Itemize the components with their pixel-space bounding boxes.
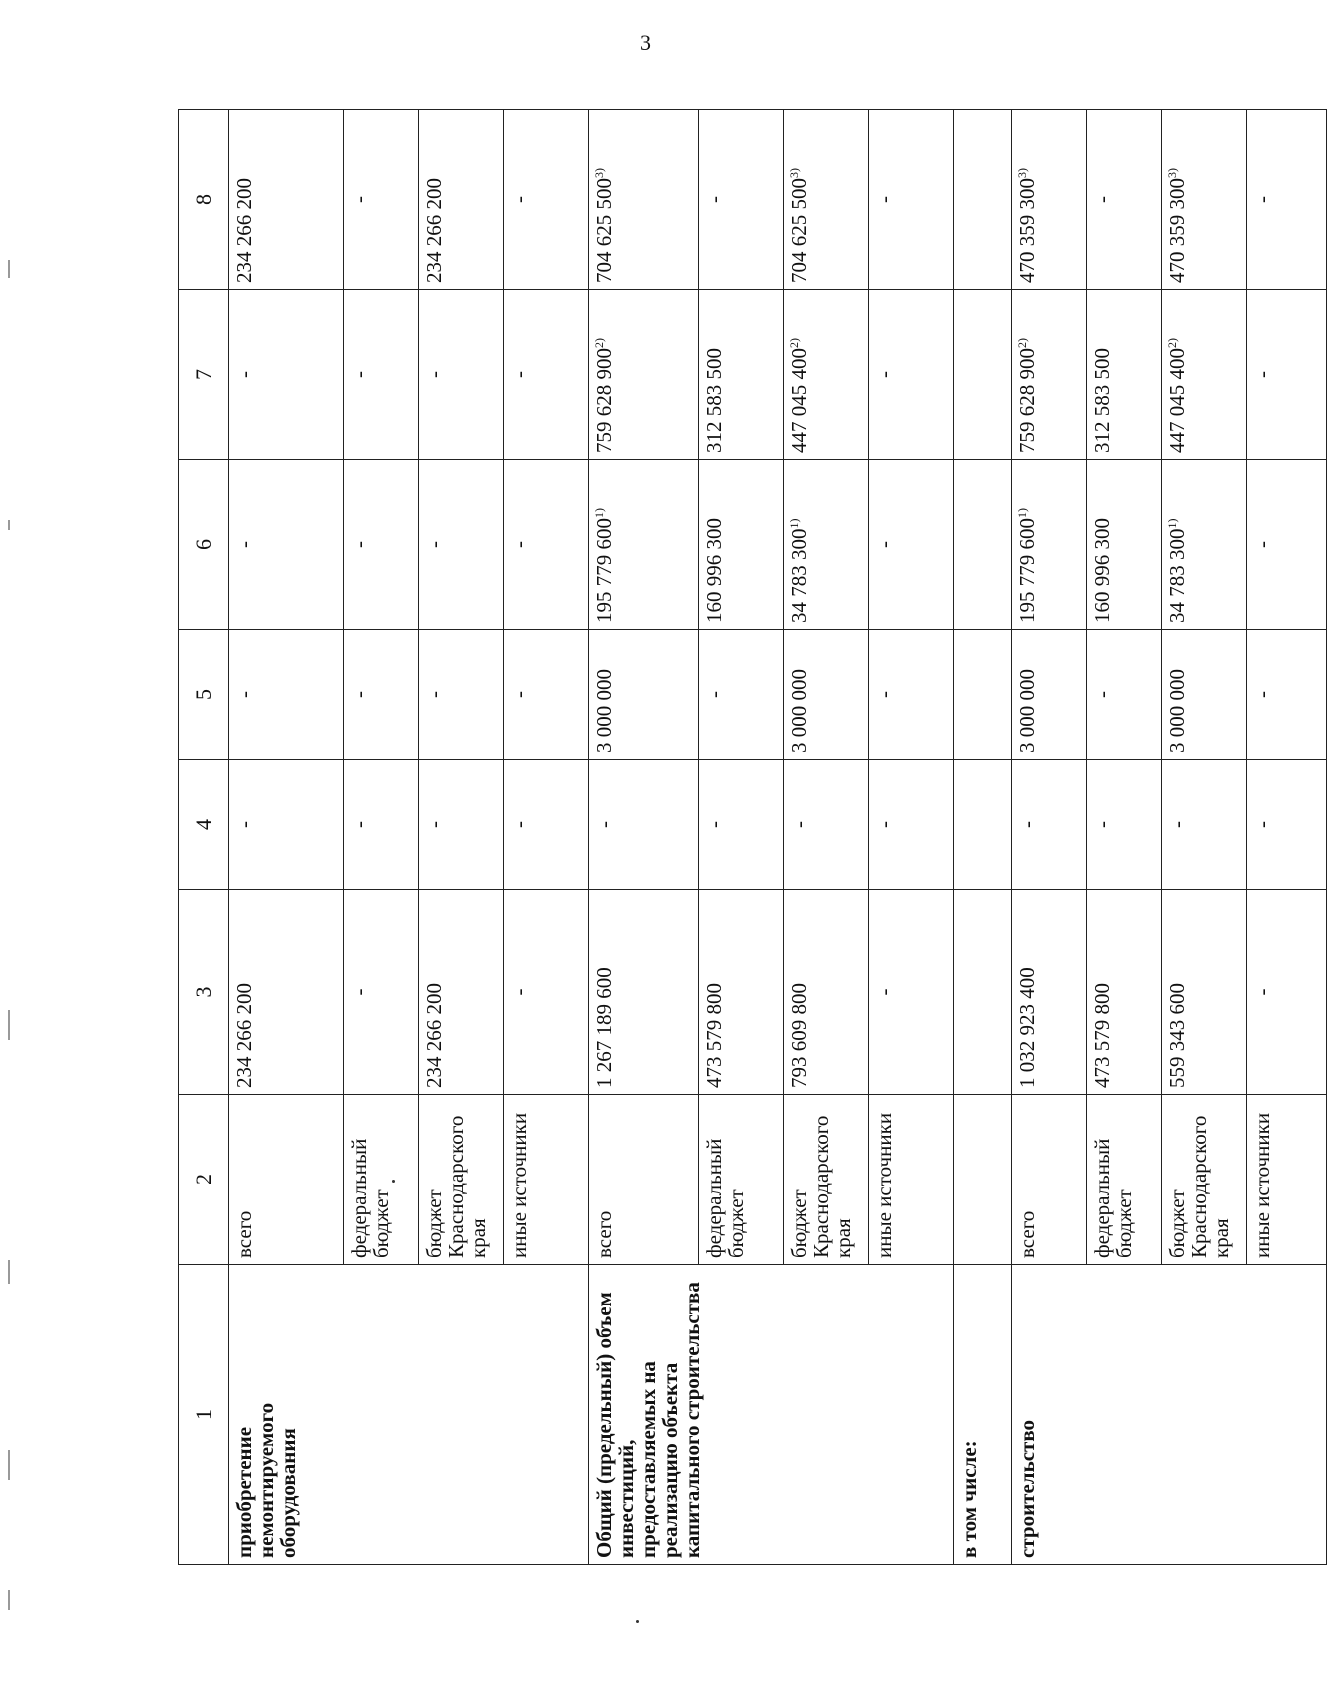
subheading: в том числе: [954, 1265, 1012, 1565]
amount-c5-value: - [872, 691, 896, 698]
amount-c5-value: 3 000 000 [1015, 669, 1039, 753]
funding-source-value: иные источники [507, 1112, 531, 1258]
amount-c4-value: - [872, 821, 896, 828]
amount-c8 [1087, 110, 1162, 290]
amount-c7-value: 759 628 900 [1015, 348, 1039, 453]
amount-c7 [1162, 290, 1247, 460]
amount-c7-value: 759 628 900 [592, 348, 616, 453]
investment-table [178, 109, 1327, 1565]
amount-c7 [869, 290, 954, 460]
amount-c6 [504, 460, 589, 630]
funding-source [869, 1095, 954, 1265]
amount-c8 [1162, 110, 1247, 290]
amount-c8 [784, 110, 869, 290]
amount-c7 [589, 290, 699, 460]
amount-c6 [1087, 460, 1162, 630]
amount-c3-value: 473 579 800 [702, 983, 726, 1088]
amount-c6-value: 160 996 300 [702, 518, 726, 623]
amount-c5 [229, 630, 344, 760]
amount-c5-value: - [1250, 691, 1274, 698]
amount-c8-value: - [507, 196, 531, 203]
amount-c8-value: - [1090, 196, 1114, 203]
amount-c3 [589, 890, 699, 1095]
amount-c8-value: 704 625 500 [787, 178, 811, 283]
amount-c4-value: - [1250, 821, 1274, 828]
amount-c8 [419, 110, 504, 290]
rotated-table-wrapper [178, 110, 1274, 1565]
amount-c5-value: - [702, 691, 726, 698]
amount-c8 [229, 110, 344, 290]
funding-source [699, 1095, 784, 1265]
column-header-5: 5 [179, 630, 229, 760]
amount-c7 [1087, 290, 1162, 460]
amount-c7-value: - [507, 371, 531, 378]
amount-c6-value: - [1250, 541, 1274, 548]
amount-c6-value: 34 783 300 [1165, 528, 1189, 623]
scan-mark [8, 1450, 10, 1480]
footnote-marker: 1) [592, 508, 606, 518]
category-cell: Общий (предельный) объем инвестиций, предоставляемых на реализацию объекта капитального строительства [589, 1265, 954, 1565]
amount-c6-value: 195 779 600 [1015, 518, 1039, 623]
amount-c3 [419, 890, 504, 1095]
funding-source [419, 1095, 504, 1265]
funding-source-value: иные источники [872, 1112, 896, 1258]
amount-c3-value: - [872, 988, 896, 996]
amount-c3 [344, 890, 419, 1095]
funding-source [229, 1095, 344, 1265]
footnote-marker: 3) [787, 168, 801, 178]
amount-c5 [419, 630, 504, 760]
footnote-marker: 2) [787, 338, 801, 348]
amount-c6 [589, 460, 699, 630]
amount-c4 [1162, 760, 1247, 890]
amount-c8-value: 234 266 200 [422, 178, 446, 283]
amount-c4-value: - [592, 821, 616, 828]
amount-c3-value: 473 579 800 [1090, 983, 1114, 1088]
amount-c3-value: 559 343 600 [1165, 983, 1189, 1088]
funding-source [1162, 1095, 1247, 1265]
amount-c5 [1087, 630, 1162, 760]
amount-c6 [784, 460, 869, 630]
amount-c7 [229, 290, 344, 460]
scan-mark [8, 1010, 10, 1040]
amount-c7-value: 312 583 500 [1090, 348, 1114, 453]
funding-source [589, 1095, 699, 1265]
amount-c6-value: - [347, 541, 371, 548]
amount-c3-value: 234 266 200 [422, 983, 446, 1088]
funding-source [1087, 1095, 1162, 1265]
amount-c5 [1247, 630, 1327, 760]
amount-c3-value: 1 032 923 400 [1015, 967, 1039, 1088]
amount-c7 [699, 290, 784, 460]
amount-c7 [419, 290, 504, 460]
amount-c8 [1247, 110, 1327, 290]
footnote-marker: 1) [787, 518, 801, 529]
amount-c3-value: 793 609 800 [787, 983, 811, 1088]
amount-c3 [1012, 890, 1087, 1095]
scan-mark [8, 1590, 10, 1610]
funding-source-value: бюджет Краснодарского края [422, 1115, 491, 1258]
funding-source-value: федеральный бюджет [702, 1138, 749, 1258]
amount-c5-value: - [507, 691, 531, 698]
amount-c3 [1087, 890, 1162, 1095]
empty-cell [954, 890, 1012, 1095]
scan-dot [636, 1620, 639, 1623]
amount-c7-value: - [422, 371, 446, 378]
amount-c8 [504, 110, 589, 290]
amount-c3 [784, 890, 869, 1095]
amount-c5-value: - [1090, 691, 1114, 698]
amount-c5 [589, 630, 699, 760]
footnote-marker: 2) [1015, 338, 1029, 348]
amount-c7-value: - [347, 371, 371, 378]
amount-c6 [1247, 460, 1327, 630]
column-header-3: 3 [179, 890, 229, 1095]
amount-c4 [699, 760, 784, 890]
amount-c5-value: 3 000 000 [1165, 669, 1189, 753]
amount-c6 [699, 460, 784, 630]
amount-c8-value: - [702, 196, 726, 203]
amount-c5 [869, 630, 954, 760]
amount-c4 [229, 760, 344, 890]
funding-source-value: иные источники [1250, 1112, 1274, 1258]
amount-c4-value: - [1015, 821, 1039, 828]
amount-c7 [344, 290, 419, 460]
category-cell: приобретение немонтируемого оборудования [229, 1265, 589, 1565]
page-number: 3 [640, 30, 651, 55]
amount-c3 [699, 890, 784, 1095]
amount-c7-value: 447 045 400 [1165, 348, 1189, 453]
funding-source-value: бюджет Краснодарского края [1165, 1115, 1234, 1258]
amount-c6 [1012, 460, 1087, 630]
amount-c5 [699, 630, 784, 760]
funding-source-value: всего [1015, 1210, 1039, 1258]
scan-mark [8, 260, 10, 278]
amount-c5-value: 3 000 000 [592, 669, 616, 753]
footnote-marker: 3) [592, 168, 606, 178]
amount-c8 [699, 110, 784, 290]
table-row [229, 110, 344, 1565]
amount-c7-value: - [232, 371, 256, 378]
footnote-marker: 3) [1015, 168, 1029, 178]
amount-c5-value: 3 000 000 [787, 669, 811, 753]
amount-c3-value: - [1250, 988, 1274, 996]
subheading-row [954, 110, 1012, 1565]
amount-c5-value: - [422, 691, 446, 698]
amount-c8-value: - [872, 196, 896, 203]
category-cell: строительство [1012, 1265, 1327, 1565]
amount-c4-value: - [1090, 821, 1114, 828]
amount-c8-value: 470 359 300 [1015, 178, 1039, 283]
table-row [589, 110, 699, 1565]
amount-c6-value: - [232, 541, 256, 548]
column-header-1: 1 [179, 1265, 229, 1565]
funding-source [1012, 1095, 1087, 1265]
amount-c8-value: 470 359 300 [1165, 178, 1189, 283]
amount-c7-value: 447 045 400 [787, 348, 811, 453]
amount-c3 [1162, 890, 1247, 1095]
amount-c4-value: - [1165, 821, 1189, 828]
amount-c6-value: - [422, 541, 446, 548]
amount-c4 [869, 760, 954, 890]
amount-c8 [1012, 110, 1087, 290]
funding-source [504, 1095, 589, 1265]
amount-c6 [869, 460, 954, 630]
empty-cell [954, 290, 1012, 460]
empty-cell [954, 760, 1012, 890]
amount-c5 [504, 630, 589, 760]
amount-c5 [1162, 630, 1247, 760]
footnote-marker: 3) [1165, 168, 1179, 178]
amount-c8-value: 234 266 200 [232, 178, 256, 283]
column-header-7: 7 [179, 290, 229, 460]
amount-c4-value: - [347, 821, 371, 828]
amount-c4 [1247, 760, 1327, 890]
funding-source-value: всего [232, 1210, 256, 1258]
amount-c6 [419, 460, 504, 630]
amount-c4-value: - [422, 821, 446, 828]
column-header-6: 6 [179, 460, 229, 630]
header-row [179, 110, 229, 1565]
table-body [229, 110, 1327, 1565]
amount-c3-value: - [347, 988, 371, 996]
amount-c4 [1012, 760, 1087, 890]
amount-c7-value: 312 583 500 [702, 348, 726, 453]
footnote-marker: 2) [592, 338, 606, 348]
funding-source-value: федеральный бюджет [1090, 1138, 1137, 1258]
amount-c3-value: - [507, 988, 531, 996]
column-header-4: 4 [179, 760, 229, 890]
amount-c3-value: 234 266 200 [232, 983, 256, 1088]
amount-c6-value: 195 779 600 [592, 518, 616, 623]
scan-mark [8, 520, 10, 530]
column-header-2: 2 [179, 1095, 229, 1265]
amount-c6-value: - [507, 541, 531, 548]
footnote-marker: 2) [1165, 338, 1179, 348]
amount-c3 [869, 890, 954, 1095]
amount-c7 [1012, 290, 1087, 460]
empty-cell [954, 1095, 1012, 1265]
amount-c6-value: - [872, 541, 896, 548]
amount-c4 [419, 760, 504, 890]
funding-source [344, 1095, 419, 1265]
amount-c3-value: 1 267 189 600 [592, 967, 616, 1088]
amount-c8 [589, 110, 699, 290]
amount-c8-value: 704 625 500 [592, 178, 616, 283]
funding-source-value: федеральный бюджет [347, 1138, 394, 1258]
funding-source-value: всего [592, 1210, 616, 1258]
amount-c6-value: 160 996 300 [1090, 518, 1114, 623]
amount-c4 [784, 760, 869, 890]
amount-c8 [344, 110, 419, 290]
amount-c7 [504, 290, 589, 460]
amount-c5 [344, 630, 419, 760]
amount-c6 [229, 460, 344, 630]
amount-c6-value: 34 783 300 [787, 528, 811, 623]
amount-c8-value: - [347, 196, 371, 203]
amount-c4 [344, 760, 419, 890]
funding-source-value: бюджет Краснодарского края [787, 1115, 856, 1258]
amount-c7-value: - [872, 371, 896, 378]
funding-source [1247, 1095, 1327, 1265]
amount-c8-value: - [1250, 196, 1274, 203]
amount-c4-value: - [702, 821, 726, 828]
amount-c3 [1247, 890, 1327, 1095]
amount-c6 [1162, 460, 1247, 630]
column-header-8: 8 [179, 110, 229, 290]
amount-c6 [344, 460, 419, 630]
amount-c7 [784, 290, 869, 460]
amount-c4 [589, 760, 699, 890]
amount-c4 [504, 760, 589, 890]
empty-cell [954, 630, 1012, 760]
footnote-marker: 1) [1165, 518, 1179, 529]
empty-cell [954, 110, 1012, 290]
amount-c3 [504, 890, 589, 1095]
empty-cell [954, 460, 1012, 630]
amount-c3 [229, 890, 344, 1095]
footnote-marker: 1) [1015, 508, 1029, 518]
amount-c5-value: - [232, 691, 256, 698]
amount-c7 [1247, 290, 1327, 460]
amount-c4-value: - [507, 821, 531, 828]
scan-mark [8, 1260, 10, 1284]
amount-c4 [1087, 760, 1162, 890]
amount-c7-value: - [1250, 371, 1274, 378]
amount-c5 [1012, 630, 1087, 760]
amount-c4-value: - [787, 821, 811, 828]
amount-c8 [869, 110, 954, 290]
amount-c5 [784, 630, 869, 760]
amount-c5-value: - [347, 691, 371, 698]
table-row [1012, 110, 1087, 1565]
amount-c4-value: - [232, 821, 256, 828]
funding-source [784, 1095, 869, 1265]
